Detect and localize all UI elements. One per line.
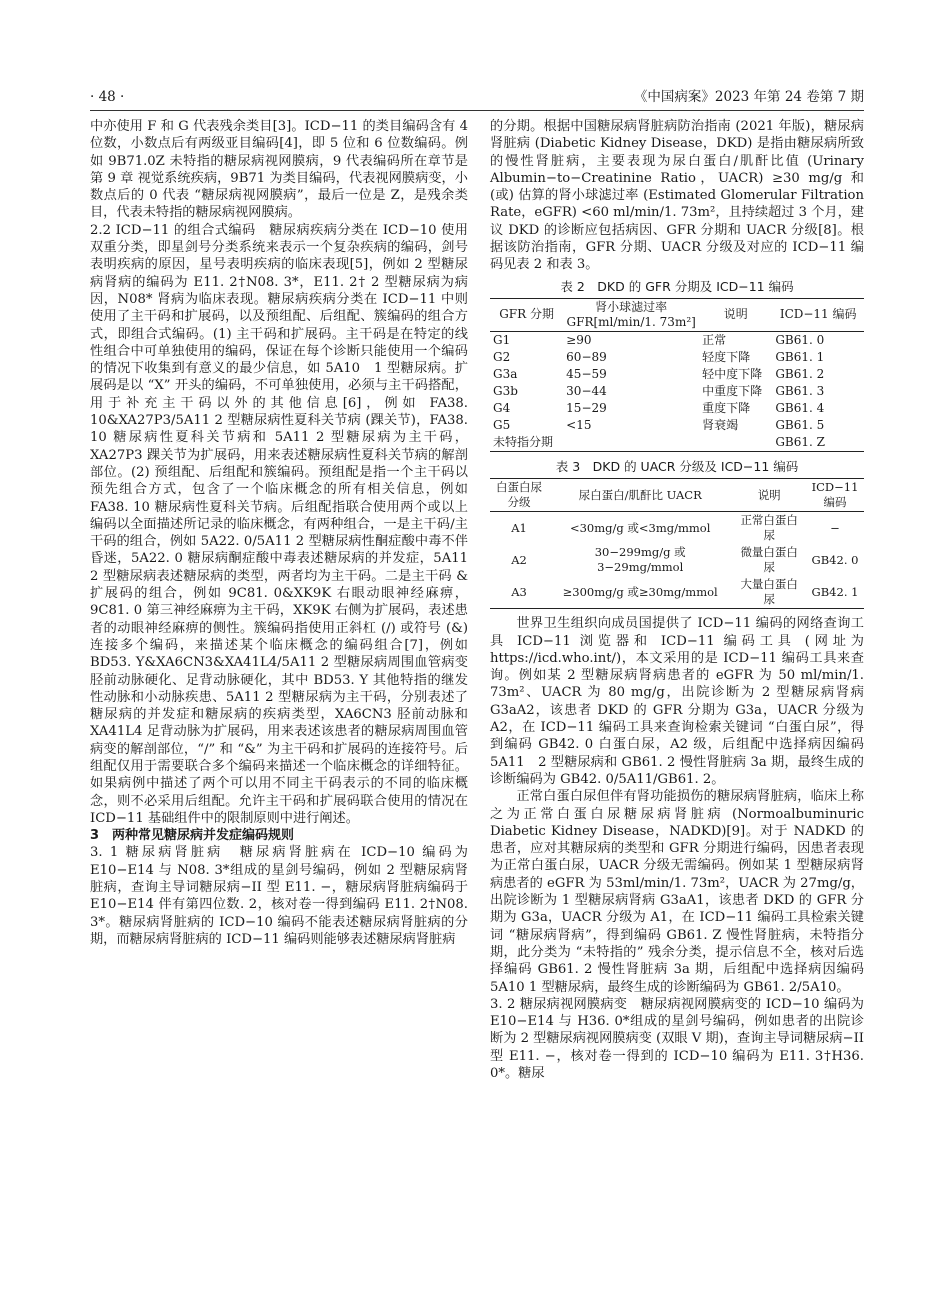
table-cell: 轻中度下降 [702,366,763,381]
paragraph-icd11-tool: 世界卫生组织向成员国提供了 ICD−11 编码的网络查询工具 ICD−11 浏览器和 ICD−11 编码工具 (网址为 https://icd.who.int/)，本文采用的是 ICD−11 编码工具来查询。例如某 2 型糖尿病肾病患者的 eGFR 为 50 ml/min/1. 73m²、UACR 为 80 mg/g，出院诊断为 2 型糖尿病肾病 G3aA2，该患者 DKD 的 GFR 分期为 G3a，UACR 分级为 A2，在 ICD−11 编码工具来查询检索关键词 “白蛋白尿”，得到编码 GB42. 0 白蛋白尿，A2 级，后组配中选择病因编码 5A11 2 型糖尿病和 GB61. 2 慢性肾脏病 3a 期，最终生成的诊断编码为 GB42. 0/5A11/GB61. 2。 [490,616,864,787]
paragraph-dkd-staging: 的分期。根据中国糖尿病肾脏病防治指南 (2021 年版)，糖尿病肾脏病 (Diabetic Kidney Disease，DKD) 是指由糖尿病所致的慢性肾脏病，主要表现为尿白蛋白/肌酐比值 (Urinary Albumin−to−Creatinine Ratio，UACR) ≥30 mg/g 和 (或) 估算的肾小球滤过率 (Estimated Glomerular Filtration Rate，eGFR) <60 ml/min/1. 73m²，且持续超过 3 个月，建议 DKD 的诊断应包括病因、GFR 分期和 UACR 分级[8]。根据该防治指南，GFR 分期、UACR 分级及对应的 ICD−11 编码见表 2 和表 3。 [490,119,864,273]
header-rule [90,110,864,111]
table-cell: 45−59 [566,366,607,381]
table-row [490,383,864,400]
table-cell: 微量白蛋白尿 [740,545,798,575]
table-cell: 60−89 [566,349,607,364]
table-cell [563,434,699,452]
table-cell: 正常白蛋白尿 [740,513,798,543]
table-3-caption: 表 3 DKD 的 UACR 分级及 ICD−11 编码 [555,458,799,474]
table-cell: G1 [493,332,511,347]
page-header [90,86,864,108]
paragraph-nadkd: 正常白蛋白尿但伴有肾功能损伤的糖尿病肾脏病，临床上称之为正常白蛋白尿糖尿病肾脏病 (Normoalbuminuric Diabetic Kidney Disease，NADKD)[9]。对于 NADKD 的患者，应对其糖尿病的类型和 GFR 分期进行编码，因患者表现为正常白蛋白尿，UACR 分级无需编码。例如某 1 型糖尿病肾病患者的 eGFR 为 53ml/min/1. 73m²，UACR 为 27mg/g，出院诊断为 1 型糖尿病肾病 G3aA1，该患者 DKD 的 GFR 分期为 G3a，UACR 分级为 A1，在 ICD−11 编码工具检索关键词 “糖尿病肾病”，得到编码 GB61. Z 慢性肾脏病，未特指分期，此分类为 “未特指的” 残余分类，提示信息不全，核对后选择编码 GB61. 2 慢性肾脏病 3a 期，后组配中选择病因编码 5A10 1 型糖尿病，最终生成的诊断编码为 GB61. 2/5A10。 [490,789,864,995]
table-cell: 正常 [702,332,727,347]
paragraph-combination-coding: 2.2 ICD−11 的组合式编码 糖尿病疾病分类在 ICD−10 使用双重分类，即星剑号分类系统来表示一个复杂疾病的编码，剑号表明疾病的原因，星号表明疾病的临床表现[5]，例如 2 型糖尿病肾病的编码为 E11. 2†N08. 3*，E11. 2† 2 型糖尿病为病因，N08* 肾病为临床表现。糖尿病疾病分类在 ICD−11 中则使用了主干码和扩展码，以及预组配、后组配、簇编码的组合方式，即组合式编码。(1) 主干码和扩展码。主干码是在特定的线性组合中可单独使用的编码，保证在每个诊断只能使用一个编码的情况下收集到有意义的最少信息，如 5A10 1 型糖尿病。扩展码是以 “X” 开头的编码，不可单独使用，必须与主干码搭配，用于补充主干码以外的其他信息[6]，例如 FA38. 10&XA27P3/5A11 2 型糖尿病性夏科关节病 (踝关节)，FA38. 10 糖尿病性夏科关节病和 5A11 2 型糖尿病为主干码，XA27P3 踝关节为扩展码，用来表述糖尿病性夏科关节病的解剖部位。(2) 预组配、后组配和簇编码。预组配是指一个主干码以预先组合方式，包含了一个临床概念的所有相关信息，例如 FA38. 10 糖尿病性夏科关节病。后组配指联合使用两个或以上编码以全面描述所记录的临床概念，有两种组合，一是主干码/主干码的组合，例如 5A22. 0/5A11 2 型糖尿病性酮症酸中毒不伴昏迷，5A22. 0 糖尿病酮症酸中毒表述糖尿病的并发症，5A11 2 型糖尿病表述糖尿病的类型，两者均为主干码。二是主干码 & 扩展码的组合，例如 9C81. 0&XK9K 右眼动眼神经麻痹，9C81. 0 第三神经麻痹为主干码，XK9K 右侧为扩展码，表述患者的动眼神经麻痹的侧性。簇编码指使用正斜杠 (/) 或符号 (&) 连接多个编码，来描述某个临床概念的编码组合[7]，例如 BD53. Y&XA6CN3&XA41L4/5A11 2 型糖尿病周围血管病变 胫前动脉硬化、足背动脉硬化，其中 BD53. Y 其他特指的继发性动脉和小动脉疾患、5A11 2 型糖尿病为主干码，分别表述了糖尿病的并发症和糖尿病的疾病类型，XA6CN3 胫前动脉和 XA41L4 足背动脉为扩展码，用来表述该患者的糖尿病周围血管病变的解剖部位，“/” 和 “&” 为主干码和扩展码的连接符号。后组配仅用于需要联合多个编码来描述一个临床概念的详细特征。如果病例中描述了两个可以用不同主干码表示的不同的临床概念，则不必采用后组配。允许主干码和扩展码联合使用的情况在 ICD−11 基础组件中的限制原则中进行阐述。 [90,222,468,826]
table-2-block [490,278,864,452]
table-row [490,349,864,366]
page-number: · 48 · [90,89,125,105]
table-cell: <30mg/g 或<3mg/mmol [569,520,711,535]
table-cell: 30−299mg/g 或 3−29mg/mmol [594,545,686,575]
table-row [490,331,864,349]
table-cell: GB61. 1 [775,349,825,364]
table-cell: G3a [493,366,518,381]
table-cell: 30−44 [566,383,607,398]
table-header-cell: 白蛋白尿分级 [496,480,542,510]
table-header-cell: 尿白蛋白/肌酐比 UACR [578,487,702,502]
table-row [490,576,864,609]
table-cell: 中重度下降 [702,383,763,398]
table-cell [699,434,772,452]
table-cell: GB61. 4 [775,400,825,415]
table-cell: 未特指分期 [493,434,554,449]
table-row [490,417,864,434]
table-cell: GB61. 0 [775,332,825,347]
table-header-cell: 肾小球滤过率 GFR[ml/min/1. 73m²] [566,299,696,329]
table-cell: GB61. 5 [775,417,825,432]
table-cell: G5 [493,417,511,432]
table-cell: G2 [493,349,511,364]
table-cell: <15 [566,417,592,432]
table-cell: G4 [493,400,511,415]
table-cell: A3 [511,584,527,599]
table-row [490,400,864,417]
table-cell: GB61. Z [775,434,825,449]
table-row [490,366,864,383]
table-cell: 轻度下降 [702,349,751,364]
table-cell: G3b [493,383,518,398]
paragraph-class-codes: 中亦使用 F 和 G 代表残余类目[3]。ICD−11 的类目编码含有 4 位数，小数点后有两级亚目编码[4]，即 5 位和 6 位数编码。例如 9B71.0Z 未特指的糖尿病视网膜病，9 代表编码所在章节是第 9 章 视觉系统疾病，9B71 为类目编码，代表视网膜病变，小数点后的 0 代表 “糖尿病视网膜病”，最后一位是 Z，是残余类目，代表未特指的糖尿病视网膜病。 [90,119,468,221]
table-row [490,544,864,576]
table-cell: GB61. 2 [775,366,825,381]
table-cell: ≥90 [566,332,592,347]
table-header-cell: ICD−11 编码 [811,480,859,510]
left-column [90,118,468,948]
table-2-caption: 表 2 DKD 的 GFR 分期及 ICD−11 编码 [560,278,794,294]
right-column [490,118,864,1082]
table-cell: 15−29 [566,400,607,415]
paragraph-retinopathy: 3. 2 糖尿病视网膜病变 糖尿病视网膜病变的 ICD−10 编码为 E10−E14 与 H36. 0*组成的星剑号编码，例如患者的出院诊断为 2 型糖尿病视网膜病变 (双眼 V 期)，查询主导词糖尿病−II 型 E11. −，核对卷一得到的 ICD−10 编码为 E11. 3†H36. 0*。糖尿 [490,996,864,1081]
table-header-cell: 说明 [723,307,748,322]
table-cell: ≥300mg/g 或≥30mg/mmol [562,584,718,599]
table-cell: A2 [511,552,527,567]
table-cell: A1 [511,520,527,535]
table-3 [490,478,864,609]
journal-title: 《中国病案》2023 年第 24 卷第 7 期 [633,89,864,105]
section-heading-3: 3 两种常见糖尿病并发症编码规则 [90,828,295,844]
table-cell: 肾衰竭 [702,417,739,432]
table-cell: GB42. 1 [811,584,859,599]
table-cell: GB42. 0 [811,552,859,567]
table-row [490,512,864,545]
table-cell: − [830,520,840,535]
table-cell: 大量白蛋白尿 [740,577,798,607]
table-3-block [490,458,864,609]
table-row [490,434,864,452]
table-header-cell: ICD−11 编码 [779,307,857,322]
table-header-cell: 说明 [757,487,781,502]
table-cell: 重度下降 [702,400,751,415]
table-header-cell: GFR 分期 [499,307,554,322]
table-2 [490,298,864,452]
table-cell: GB61. 3 [775,383,825,398]
paragraph-dkd-intro: 3. 1 糖尿病肾脏病 糖尿病肾脏病在 ICD−10 编码为 E10−E14 与 N08. 3*组成的星剑号编码，例如 2 型糖尿病肾脏病，查询主导词糖尿病−II 型 E11. −，糖尿病肾脏病编码于 E10−E14 伴有第四位数. 2，核对卷一得到编码 E11. 2†N08. 3*。糖尿病肾脏病的 ICD−10 编码不能表述糖尿病肾脏病的分期，而糖尿病肾脏病的 ICD−11 编码则能够表述糖尿病肾脏病 [90,845,468,947]
